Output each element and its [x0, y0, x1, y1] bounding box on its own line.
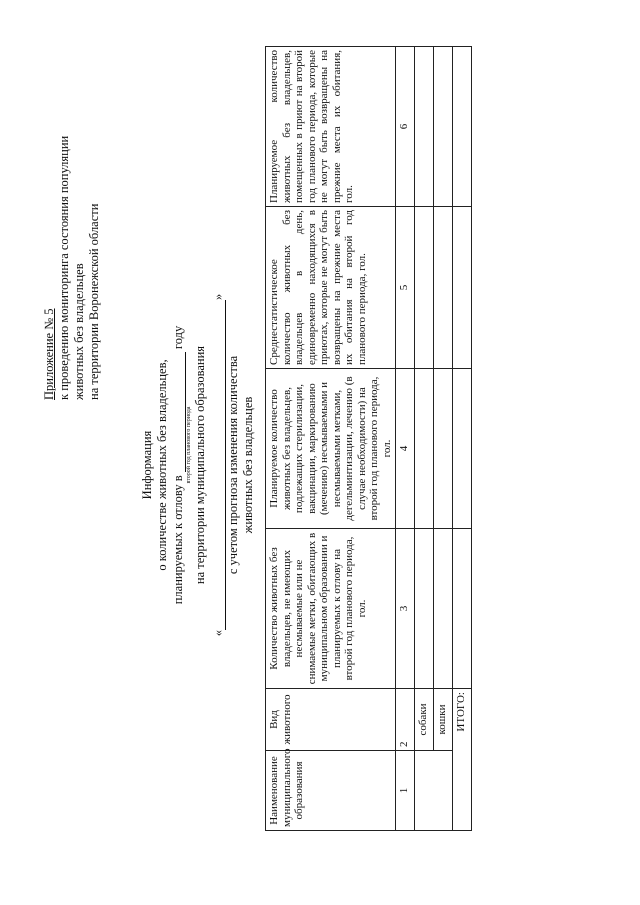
column-number: 2 [396, 689, 415, 751]
appendix-line-2: к проведению мониторинга состояния популяции [57, 135, 71, 400]
header-quantity-to-catch: Количество животных без владельцев, не имеющих несмываемые или не снимаемые метки, обитающих в муниципальном образовании и планируемых к отлову на второй год планового периода, гол. [266, 529, 396, 689]
quote-open: « [211, 630, 225, 637]
column-number: 5 [396, 207, 415, 369]
municipality-blank-line [210, 255, 226, 675]
information-table [265, 46, 472, 831]
appendix-header [42, 20, 102, 400]
info-line-2-prefix: планируемых к отлову в [171, 475, 185, 605]
table-header-row [266, 47, 396, 831]
table-cell [453, 47, 472, 207]
table-cell [415, 529, 434, 689]
appendix-number: Приложение № 5 [42, 308, 56, 400]
municipality-cell [415, 751, 453, 831]
table-cell [415, 47, 434, 207]
column-number: 1 [396, 751, 415, 831]
info-line-5: животных без владельцев [241, 396, 255, 534]
table-cell [434, 369, 453, 529]
table-row-cats [434, 47, 453, 831]
year-blank [170, 352, 186, 472]
column-number: 3 [396, 529, 415, 689]
table-cell [453, 529, 472, 689]
appendix-line-4: на территории Воронежской области [87, 203, 101, 400]
appendix-line-3: животных без владельцев [72, 263, 86, 400]
column-number: 6 [396, 47, 415, 207]
header-municipality: Наименование муниципального образования [266, 751, 396, 831]
info-line-1: о количестве животных без владельцев, [155, 359, 169, 571]
header-average-in-shelters: Среднестатистическое количество животных без владельцев в день, единовременно находящихся в приютах, которые не могут быть возвращены на прежние места их обитания на второй год планового периода, гол. [266, 207, 396, 369]
year-hint: второй год планового периода [186, 406, 192, 484]
header-planned-sterilization: Планируемое количество животных без владельцев, подлежащих стерилизации, вакцинации, маркированию (мечению) несмываемыми и несмываемыми метками, дегельминтизации, лечению (в случае необходимости) на второй год планового периода, гол. [266, 369, 396, 529]
header-animal-type: Вид животного [266, 689, 396, 751]
table-row-total [453, 47, 472, 831]
table-cell [434, 529, 453, 689]
table-cell [415, 369, 434, 529]
info-line-3: на территории муниципального образования [193, 345, 207, 585]
info-line-4: с учетом прогноза изменения количества [226, 355, 240, 575]
animal-type-cats: кошки [434, 689, 453, 751]
info-line-2 [170, 255, 186, 675]
table-cell [434, 47, 453, 207]
table-cell [415, 207, 434, 369]
column-number: 4 [396, 369, 415, 529]
header-planned-shelter-placement: Планируемое количество животных без владельцев, помещенных в приют на второй год планового периода, которые не могут быть возвращены на прежние места их обитания, гол. [266, 47, 396, 207]
total-label: ИТОГО: [453, 689, 472, 831]
table-row-dogs [415, 47, 434, 831]
animal-type-dogs: собаки [415, 689, 434, 751]
table-cell [453, 207, 472, 369]
quote-close: » [211, 293, 225, 300]
municipality-blank [210, 300, 226, 630]
table-cell [453, 369, 472, 529]
info-line-2-suffix: году [171, 325, 185, 350]
info-title: Информация [140, 430, 154, 500]
table-cell [434, 207, 453, 369]
column-number-row [396, 47, 415, 831]
information-heading [140, 255, 256, 675]
